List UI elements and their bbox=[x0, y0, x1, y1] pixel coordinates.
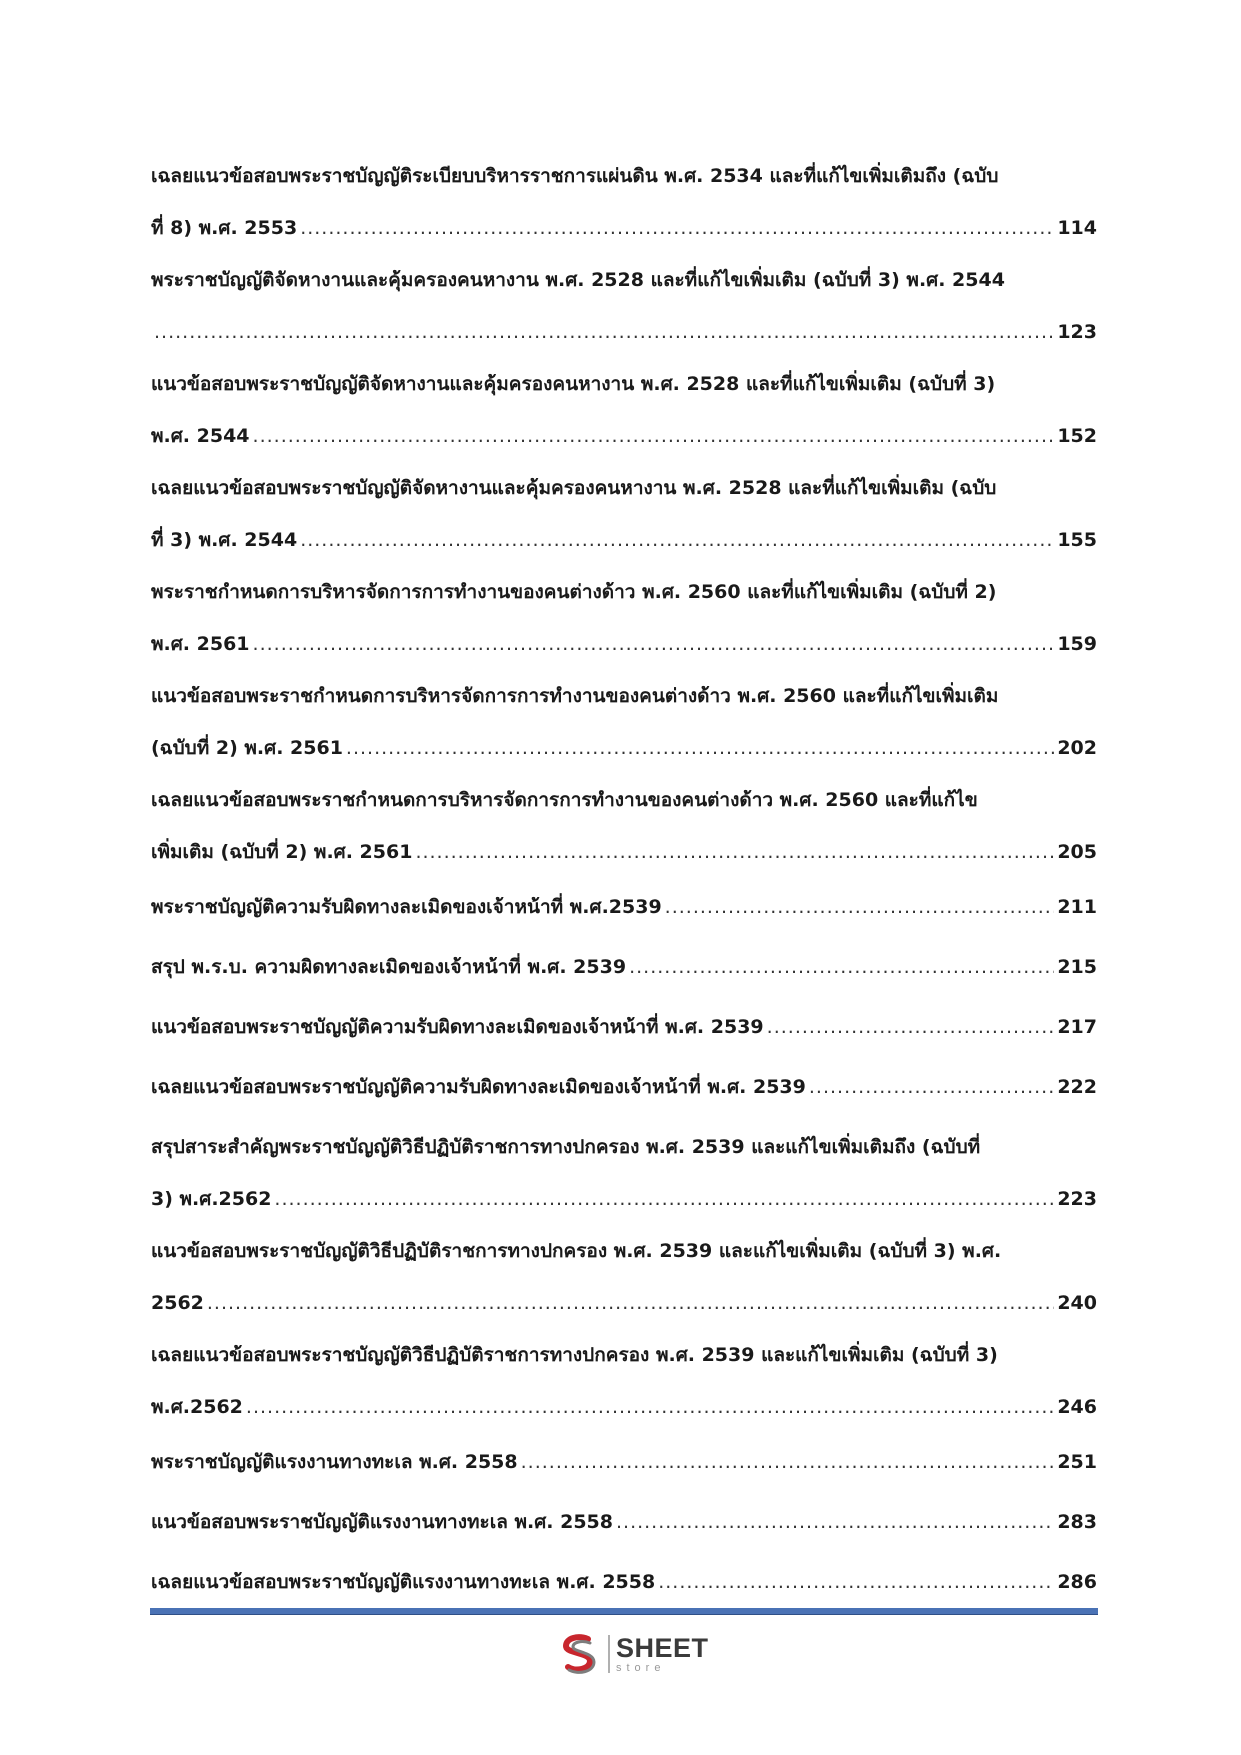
toc-entry[interactable] bbox=[151, 1121, 1097, 1225]
dot-leader bbox=[300, 202, 1054, 254]
toc-entry-title-cont: เพิ่มเติม (ฉบับที่ 2) พ.ศ. 2561 bbox=[151, 841, 413, 863]
toc-page-number: 155 bbox=[1057, 529, 1097, 551]
toc-page-number: 123 bbox=[1057, 321, 1097, 343]
dot-leader bbox=[346, 722, 1054, 774]
toc-page-number: 217 bbox=[1057, 1016, 1097, 1038]
toc-entry[interactable] bbox=[151, 462, 1097, 566]
toc-entry-title-cont: (ฉบับที่ 2) พ.ศ. 2561 bbox=[151, 737, 343, 759]
toc-page-number: 240 bbox=[1057, 1292, 1097, 1314]
footer-rule bbox=[150, 1608, 1098, 1615]
toc-entry-leader-line bbox=[151, 202, 1097, 254]
dot-leader bbox=[207, 1277, 1054, 1329]
toc-entry-title-cont: พ.ศ. 2544 bbox=[151, 425, 250, 447]
toc-entry-leader-line bbox=[151, 1001, 1097, 1053]
toc-entry-leader-line bbox=[151, 1556, 1097, 1608]
dot-leader bbox=[154, 306, 1054, 358]
toc-entry-leader-line bbox=[151, 722, 1097, 774]
toc-entry-title: แนวข้อสอบพระราชบัญญัติวิธีปฏิบัติราชการทางปกครอง พ.ศ. 2539 และแก้ไขเพิ่มเติม (ฉบับที่ 3) พ.ศ. bbox=[151, 1240, 1002, 1262]
toc-page-number: 152 bbox=[1057, 425, 1097, 447]
toc-entry-title: แนวข้อสอบพระราชบัญญัติจัดหางานและคุ้มครองคนหางาน พ.ศ. 2528 และที่แก้ไขเพิ่มเติม (ฉบับที่ 3) bbox=[151, 373, 996, 395]
toc-entry-leader-line bbox=[151, 881, 1097, 933]
toc-entry[interactable] bbox=[151, 1436, 1097, 1488]
toc-page-number: 202 bbox=[1057, 737, 1097, 759]
table-of-contents bbox=[151, 150, 1097, 1616]
dot-leader bbox=[415, 826, 1054, 878]
toc-entry[interactable] bbox=[151, 774, 1097, 878]
toc-page-number: 215 bbox=[1057, 956, 1097, 978]
toc-entry-title: สรุปสาระสำคัญพระราชบัญญัติวิธีปฏิบัติราชการทางปกครอง พ.ศ. 2539 และแก้ไขเพิ่มเติมถึง (ฉบับที่ bbox=[151, 1136, 981, 1158]
toc-entry-title-cont: 2562 bbox=[151, 1292, 204, 1314]
toc-page-number: 283 bbox=[1057, 1511, 1097, 1533]
toc-entry-title: แนวข้อสอบพระราชบัญญัติแรงงานทางทะเล พ.ศ. 2558 bbox=[151, 1511, 613, 1533]
toc-entry-leader-line bbox=[151, 941, 1097, 993]
toc-entry[interactable] bbox=[151, 150, 1097, 254]
dot-leader bbox=[658, 1556, 1054, 1608]
toc-entry-title-cont: 3) พ.ศ.2562 bbox=[151, 1188, 272, 1210]
toc-entry-leader-line bbox=[151, 1277, 1097, 1329]
dot-leader bbox=[246, 1381, 1054, 1433]
dot-leader bbox=[521, 1436, 1055, 1488]
toc-entry-leader-line bbox=[151, 1173, 1097, 1225]
toc-page-number: 211 bbox=[1057, 896, 1097, 918]
toc-entry-title: เฉลยแนวข้อสอบพระราชกำหนดการบริหารจัดการการทำงานของคนต่างด้าว พ.ศ. 2560 และที่แก้ไข bbox=[151, 789, 978, 811]
toc-entry[interactable] bbox=[151, 358, 1097, 462]
toc-entry[interactable] bbox=[151, 670, 1097, 774]
dot-leader bbox=[274, 1173, 1054, 1225]
logo-word: SHEET bbox=[616, 1632, 709, 1663]
toc-entry[interactable] bbox=[151, 1061, 1097, 1113]
toc-entry-title: พระราชบัญญัติจัดหางานและคุ้มครองคนหางาน พ.ศ. 2528 และที่แก้ไขเพิ่มเติม (ฉบับที่ 3) พ.ศ. 2544 bbox=[151, 269, 1005, 291]
toc-entry-title: สรุป พ.ร.บ. ความผิดทางละเมิดของเจ้าหน้าที่ พ.ศ. 2539 bbox=[151, 956, 627, 978]
toc-page-number: 286 bbox=[1057, 1571, 1097, 1593]
logo-subtitle: store bbox=[616, 1661, 666, 1674]
toc-entry-title: พระราชกำหนดการบริหารจัดการการทำงานของคนต่างด้าว พ.ศ. 2560 และที่แก้ไขเพิ่มเติม (ฉบับที่ 2) bbox=[151, 581, 997, 603]
toc-entry-title: เฉลยแนวข้อสอบพระราชบัญญัติความรับผิดทางละเมิดของเจ้าหน้าที่ พ.ศ. 2539 bbox=[151, 1076, 806, 1098]
dot-leader bbox=[616, 1496, 1054, 1548]
dot-leader bbox=[665, 881, 1055, 933]
toc-entry[interactable] bbox=[151, 254, 1097, 358]
toc-entry[interactable] bbox=[151, 1225, 1097, 1329]
toc-entry[interactable] bbox=[151, 566, 1097, 670]
toc-entry[interactable] bbox=[151, 1329, 1097, 1433]
toc-page-number: 222 bbox=[1057, 1076, 1097, 1098]
toc-entry-title: เฉลยแนวข้อสอบพระราชบัญญัติจัดหางานและคุ้มครองคนหางาน พ.ศ. 2528 และที่แก้ไขเพิ่มเติม (ฉบับ bbox=[151, 477, 997, 499]
toc-entry-title: พระราชบัญญัติแรงงานทางทะเล พ.ศ. 2558 bbox=[151, 1451, 518, 1473]
toc-page-number: 246 bbox=[1057, 1396, 1097, 1418]
toc-page-number: 205 bbox=[1057, 841, 1097, 863]
toc-entry-title-cont: พ.ศ.2562 bbox=[151, 1396, 243, 1418]
toc-entry[interactable] bbox=[151, 1001, 1097, 1053]
toc-entry[interactable] bbox=[151, 881, 1097, 933]
toc-entry[interactable] bbox=[151, 1556, 1097, 1608]
dot-leader bbox=[253, 410, 1055, 462]
toc-entry-leader-line bbox=[151, 410, 1097, 462]
toc-entry-leader-line bbox=[151, 514, 1097, 566]
toc-page-number: 159 bbox=[1057, 633, 1097, 655]
toc-entry-title: เฉลยแนวข้อสอบพระราชบัญญัติแรงงานทางทะเล พ.ศ. 2558 bbox=[151, 1571, 656, 1593]
toc-entry-leader-line bbox=[151, 1436, 1097, 1488]
toc-entry-title-cont: ที่ 3) พ.ศ. 2544 bbox=[151, 529, 298, 551]
toc-entry-title: แนวข้อสอบพระราชบัญญัติความรับผิดทางละเมิดของเจ้าหน้าที่ พ.ศ. 2539 bbox=[151, 1016, 764, 1038]
toc-page-number: 114 bbox=[1057, 217, 1097, 239]
logo-text bbox=[616, 1632, 709, 1674]
toc-entry-title: แนวข้อสอบพระราชกำหนดการบริหารจัดการการทำงานของคนต่างด้าว พ.ศ. 2560 และที่แก้ไขเพิ่มเติม bbox=[151, 685, 999, 707]
toc-entry-leader-line bbox=[151, 306, 1097, 358]
toc-entry-title: เฉลยแนวข้อสอบพระราชบัญญัติระเบียบบริหารราชการแผ่นดิน พ.ศ. 2534 และที่แก้ไขเพิ่มเติมถึง (ฉบับ bbox=[151, 165, 999, 187]
dot-leader bbox=[300, 514, 1054, 566]
toc-entry-leader-line bbox=[151, 1496, 1097, 1548]
dot-leader bbox=[253, 618, 1055, 670]
toc-entry-leader-line bbox=[151, 1061, 1097, 1113]
sheet-store-logo bbox=[556, 1628, 726, 1680]
toc-entry-leader-line bbox=[151, 826, 1097, 878]
dot-leader bbox=[767, 1001, 1055, 1053]
sheet-store-s-icon bbox=[556, 1630, 604, 1678]
toc-entry-title: พระราชบัญญัติความรับผิดทางละเมิดของเจ้าหน้าที่ พ.ศ.2539 bbox=[151, 896, 662, 918]
toc-entry-leader-line bbox=[151, 618, 1097, 670]
toc-entry-leader-line bbox=[151, 1381, 1097, 1433]
toc-entry[interactable] bbox=[151, 1496, 1097, 1548]
logo-separator bbox=[608, 1635, 610, 1673]
toc-entry-title-cont: ที่ 8) พ.ศ. 2553 bbox=[151, 217, 298, 239]
toc-page-number: 223 bbox=[1057, 1188, 1097, 1210]
dot-leader bbox=[809, 1061, 1054, 1113]
dot-leader bbox=[629, 941, 1054, 993]
toc-entry-title: เฉลยแนวข้อสอบพระราชบัญญัติวิธีปฏิบัติราชการทางปกครอง พ.ศ. 2539 และแก้ไขเพิ่มเติม (ฉบับที่ 3) bbox=[151, 1344, 998, 1366]
toc-page-number: 251 bbox=[1057, 1451, 1097, 1473]
toc-entry[interactable] bbox=[151, 941, 1097, 993]
toc-entry-title-cont: พ.ศ. 2561 bbox=[151, 633, 250, 655]
